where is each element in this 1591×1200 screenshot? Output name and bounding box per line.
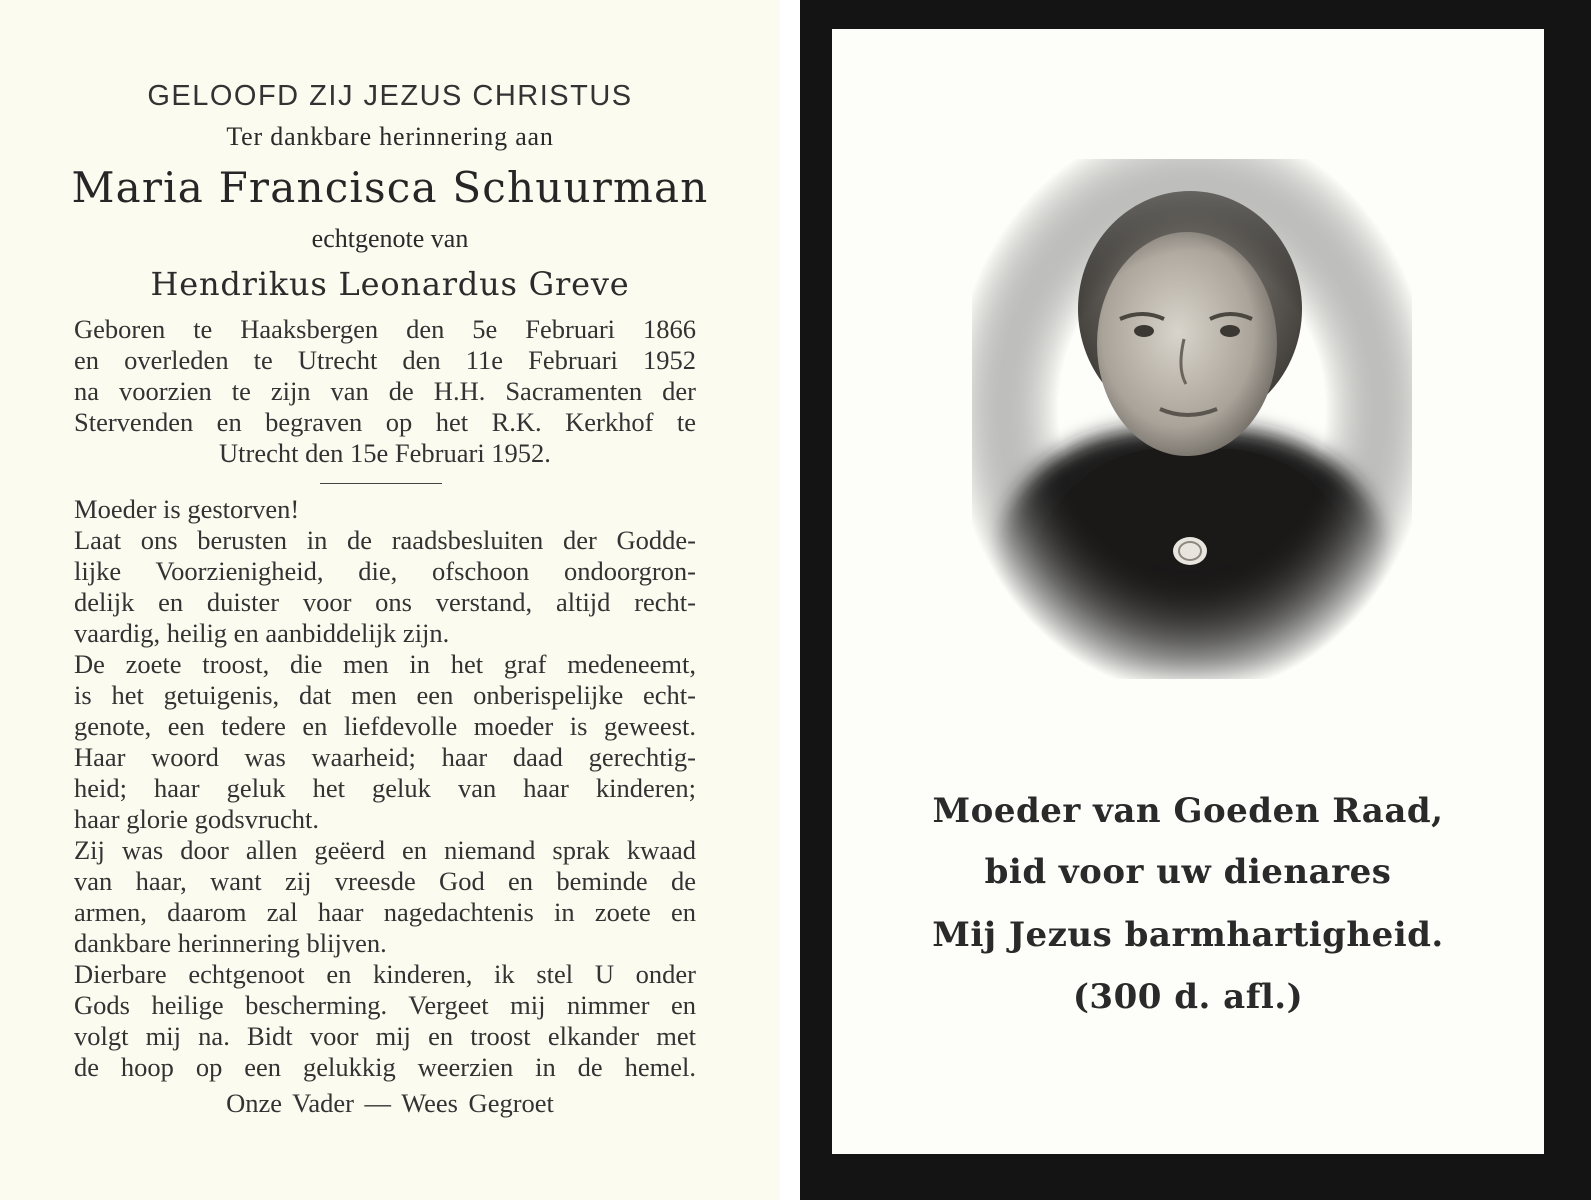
subheader-text: Ter dankbare herinnering aan — [226, 122, 554, 151]
portrait-photo — [972, 159, 1412, 679]
eulogy-line: Gods heilige bescherming. Vergeet mij nimmer en — [74, 990, 696, 1020]
eulogy-paragraph — [74, 494, 696, 1083]
eulogy-line: Dierbare echtgenoot en kinderen, ik stel U onder — [74, 959, 696, 989]
biography-paragraph — [74, 314, 696, 469]
eulogy-line: De zoete troost, die men in het graf medeneemt, — [74, 649, 696, 679]
bio-line: Utrecht den 15e Februari 1952. — [219, 438, 551, 468]
eulogy-line: volgt mij na. Bidt voor mij en troost elkander met — [74, 1021, 696, 1051]
photo-panel — [832, 29, 1544, 1154]
eulogy-line: van haar, want zij vreesde God en beminde de — [74, 866, 696, 896]
indulgence-note: (300 d. afl.) — [1072, 977, 1304, 1017]
prayer-line: Moeder van Goeden Raad, — [932, 791, 1444, 831]
eulogy-line: vaardig, heilig en aanbiddelijk zijn. — [74, 618, 450, 648]
bio-line: Stervenden en begraven op het R.K. Kerkhof te — [74, 407, 696, 437]
header-text: GELOOFD ZIJ JEZUS CHRISTUS — [147, 80, 633, 112]
deceased-name: Maria Francisca Schuurman — [71, 163, 709, 212]
prayer-line: Mij Jezus barmhartigheid. — [932, 915, 1444, 955]
closing-prayers: Onze Vader — Wees Gegroet — [226, 1088, 554, 1118]
eulogy-line: Laat ons berusten in de raadsbesluiten der Godde- — [74, 525, 696, 555]
spouse-label: echtgenote van — [311, 224, 469, 253]
eulogy-line: Haar woord was waarheid; haar daad gerechtig- — [74, 742, 696, 772]
memorial-card-photo-side — [800, 0, 1591, 1200]
bio-line: na voorzien te zijn van de H.H. Sacramenten der — [74, 376, 696, 406]
eulogy-line: armen, daarom zal haar nagedachtenis in zoete en — [74, 897, 696, 927]
eulogy-line: haar glorie godsvrucht. — [74, 804, 320, 834]
bio-line: Geboren te Haaksbergen den 5e Februari 1866 — [74, 314, 696, 344]
eulogy-line: Moeder is gestorven! — [74, 494, 300, 524]
eulogy-line: de hoop op een gelukkig weerzien in de hemel. — [74, 1052, 696, 1082]
eulogy-line: Zij was door allen geëerd en niemand sprak kwaad — [74, 835, 696, 865]
section-divider — [320, 483, 442, 484]
spouse-name: Hendrikus Leonardus Greve — [150, 265, 630, 303]
eulogy-line: is het getuigenis, dat men een onberispelijke echt- — [74, 680, 696, 710]
eulogy-line: dankbare herinnering blijven. — [74, 928, 387, 958]
prayer-line: bid voor uw dienares — [984, 852, 1392, 892]
eulogy-line: genote, een tedere en liefdevolle moeder is geweest. — [74, 711, 696, 741]
memorial-card-text-side — [0, 0, 780, 1200]
eulogy-line: lijke Voorzienigheid, die, ofschoon ondoorgron- — [74, 556, 696, 586]
bio-line: en overleden te Utrecht den 11e Februari 1952 — [74, 345, 696, 375]
eulogy-line: delijk en duister voor ons verstand, altijd recht- — [74, 587, 696, 617]
eulogy-line: heid; haar geluk het geluk van haar kinderen; — [74, 773, 696, 803]
